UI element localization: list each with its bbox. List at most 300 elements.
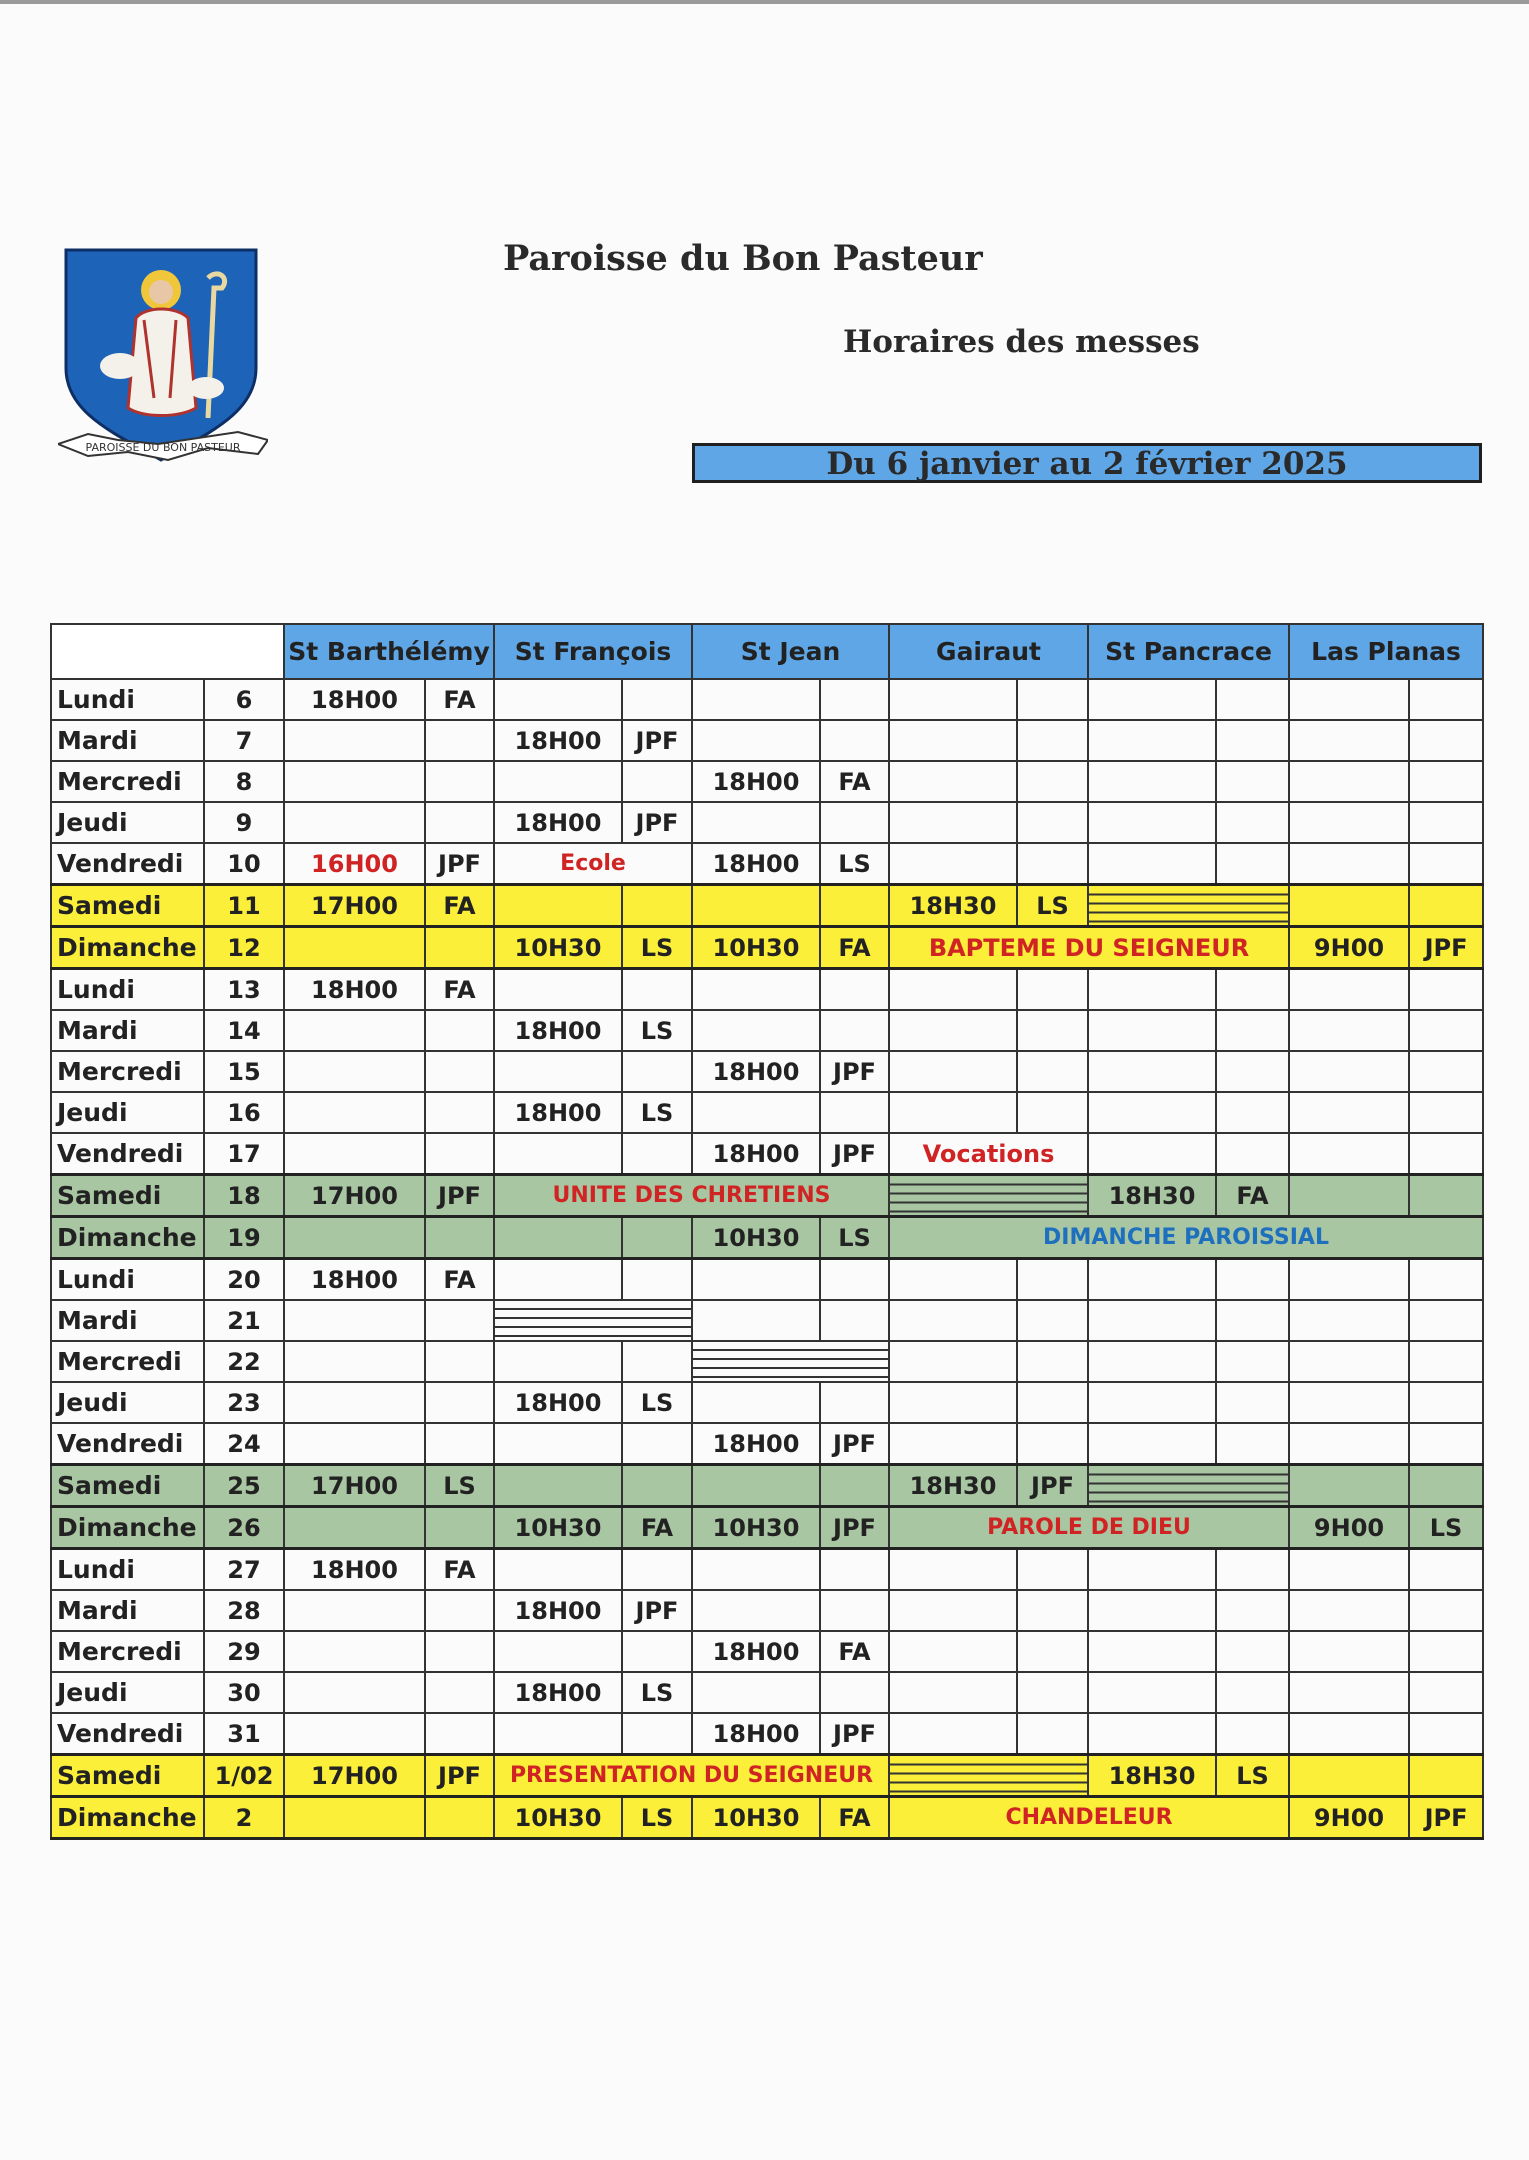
schedule-cell	[284, 1217, 425, 1259]
schedule-cell	[1017, 761, 1088, 802]
schedule-cell	[889, 1631, 1017, 1672]
schedule-cell: 18H00	[692, 1713, 820, 1755]
schedule-cell	[820, 885, 889, 927]
schedule-cell	[1216, 1713, 1289, 1755]
day-cell: Mardi	[51, 1010, 204, 1051]
event-cell: PRESENTATION DU SEIGNEUR	[494, 1755, 889, 1797]
schedule-cell	[425, 1507, 494, 1549]
table-row	[51, 1631, 1483, 1672]
date-cell: 28	[204, 1590, 284, 1631]
day-cell: Mardi	[51, 1300, 204, 1341]
schedule-cell: LS	[622, 1092, 692, 1133]
day-cell: Vendredi	[51, 1423, 204, 1465]
schedule-cell	[494, 885, 622, 927]
schedule-cell	[692, 802, 820, 843]
schedule-cell	[889, 1259, 1017, 1301]
schedule-cell	[1088, 1590, 1216, 1631]
schedule-cell	[425, 1341, 494, 1382]
schedule-cell	[1216, 1423, 1289, 1465]
schedule-cell: 18H00	[692, 761, 820, 802]
schedule-cell	[1409, 1631, 1483, 1672]
schedule-cell	[1289, 802, 1409, 843]
date-cell: 22	[204, 1341, 284, 1382]
schedule-cell	[494, 1631, 622, 1672]
schedule-cell	[1017, 1423, 1088, 1465]
no-mass-hatched-cell	[1088, 1465, 1289, 1507]
parish-coat-of-arms-logo	[58, 248, 268, 466]
schedule-cell: 18H30	[1088, 1755, 1216, 1797]
schedule-cell	[1289, 885, 1409, 927]
schedule-cell	[1088, 1051, 1216, 1092]
schedule-cell	[692, 1300, 820, 1341]
schedule-cell	[1216, 1382, 1289, 1423]
schedule-cell	[1017, 1259, 1088, 1301]
schedule-cell: FA	[820, 1631, 889, 1672]
table-row	[51, 1672, 1483, 1713]
schedule-cell	[622, 1133, 692, 1175]
schedule-cell	[1216, 1631, 1289, 1672]
schedule-cell	[494, 761, 622, 802]
schedule-cell	[622, 1713, 692, 1755]
schedule-cell: JPF	[820, 1133, 889, 1175]
schedule-cell: 18H00	[692, 843, 820, 885]
date-cell: 19	[204, 1217, 284, 1259]
schedule-cell: 10H30	[692, 927, 820, 969]
table-row	[51, 1382, 1483, 1423]
table-row	[51, 1507, 1483, 1549]
schedule-cell	[622, 1341, 692, 1382]
day-cell: Lundi	[51, 969, 204, 1011]
event-cell: PAROLE DE DIEU	[889, 1507, 1289, 1549]
schedule-cell	[1216, 1259, 1289, 1301]
schedule-cell	[1088, 1713, 1216, 1755]
schedule-cell	[820, 720, 889, 761]
schedule-cell	[1289, 1549, 1409, 1591]
schedule-cell	[692, 1259, 820, 1301]
schedule-cell	[1409, 1423, 1483, 1465]
column-header: Gairaut	[889, 624, 1088, 679]
schedule-cell: JPF	[425, 1755, 494, 1797]
column-header: St François	[494, 624, 692, 679]
schedule-cell	[284, 1382, 425, 1423]
schedule-cell	[1017, 802, 1088, 843]
schedule-cell: 10H30	[494, 1797, 622, 1839]
schedule-cell	[820, 1590, 889, 1631]
schedule-cell: LS	[622, 1382, 692, 1423]
schedule-cell	[820, 969, 889, 1011]
day-cell: Jeudi	[51, 1092, 204, 1133]
schedule-cell	[1017, 1341, 1088, 1382]
schedule-cell	[425, 1382, 494, 1423]
date-cell: 6	[204, 679, 284, 720]
date-cell: 23	[204, 1382, 284, 1423]
schedule-cell	[284, 1797, 425, 1839]
schedule-cell	[889, 969, 1017, 1011]
schedule-cell	[494, 1217, 622, 1259]
table-row	[51, 1217, 1483, 1259]
schedule-cell	[425, 1590, 494, 1631]
schedule-cell: FA	[1216, 1175, 1289, 1217]
schedule-cell	[1409, 1175, 1483, 1217]
schedule-cell	[692, 720, 820, 761]
schedule-cell	[1289, 1300, 1409, 1341]
schedule-cell	[425, 1423, 494, 1465]
schedule-cell: 10H30	[494, 1507, 622, 1549]
no-mass-hatched-cell	[889, 1755, 1088, 1797]
day-cell: Mercredi	[51, 1051, 204, 1092]
schedule-cell	[1409, 1713, 1483, 1755]
scan-top-edge	[0, 0, 1529, 4]
schedule-cell	[622, 761, 692, 802]
schedule-cell: LS	[622, 1010, 692, 1051]
schedule-cell	[494, 969, 622, 1011]
schedule-cell	[1409, 679, 1483, 720]
schedule-cell	[1017, 1092, 1088, 1133]
schedule-cell: LS	[820, 1217, 889, 1259]
day-cell: Jeudi	[51, 802, 204, 843]
day-cell: Lundi	[51, 1549, 204, 1591]
date-cell: 9	[204, 802, 284, 843]
schedule-cell: 9H00	[1289, 1797, 1409, 1839]
schedule-cell: JPF	[1017, 1465, 1088, 1507]
schedule-cell	[622, 1217, 692, 1259]
table-header-row	[51, 624, 1483, 679]
date-cell: 16	[204, 1092, 284, 1133]
schedule-cell	[1289, 1423, 1409, 1465]
schedule-cell	[1289, 1175, 1409, 1217]
schedule-cell	[692, 1092, 820, 1133]
schedule-cell	[1409, 1755, 1483, 1797]
table-row	[51, 1300, 1483, 1341]
schedule-cell: FA	[425, 1259, 494, 1301]
schedule-cell: 18H00	[692, 1631, 820, 1672]
logo-banner-text: PAROISSE DU BON PASTEUR	[85, 441, 241, 454]
schedule-cell	[1289, 1092, 1409, 1133]
page-title: Paroisse du Bon Pasteur	[503, 238, 983, 279]
table-row	[51, 1259, 1483, 1301]
schedule-cell	[1216, 843, 1289, 885]
schedule-cell	[284, 1092, 425, 1133]
schedule-cell	[692, 1010, 820, 1051]
schedule-cell	[1289, 1382, 1409, 1423]
schedule-cell	[494, 1051, 622, 1092]
schedule-cell	[284, 1631, 425, 1672]
schedule-cell: FA	[820, 761, 889, 802]
schedule-cell	[820, 1010, 889, 1051]
table-row	[51, 1092, 1483, 1133]
schedule-cell	[889, 843, 1017, 885]
schedule-cell	[1088, 1259, 1216, 1301]
date-cell: 18	[204, 1175, 284, 1217]
day-cell: Samedi	[51, 1175, 204, 1217]
schedule-cell	[284, 1341, 425, 1382]
schedule-cell: LS	[820, 843, 889, 885]
schedule-cell	[820, 1092, 889, 1133]
schedule-cell: FA	[425, 679, 494, 720]
schedule-cell	[889, 1382, 1017, 1423]
schedule-cell: 18H00	[494, 802, 622, 843]
date-cell: 10	[204, 843, 284, 885]
schedule-cell	[820, 1549, 889, 1591]
schedule-cell	[1289, 679, 1409, 720]
schedule-cell	[1409, 1133, 1483, 1175]
schedule-cell	[622, 1423, 692, 1465]
schedule-cell	[425, 1217, 494, 1259]
day-cell: Mercredi	[51, 761, 204, 802]
date-cell: 24	[204, 1423, 284, 1465]
table-row	[51, 679, 1483, 720]
day-cell: Vendredi	[51, 843, 204, 885]
schedule-cell	[820, 1300, 889, 1341]
schedule-cell	[1088, 720, 1216, 761]
schedule-cell	[889, 1549, 1017, 1591]
period-banner: Du 6 janvier au 2 février 2025	[692, 443, 1482, 483]
schedule-cell	[425, 1051, 494, 1092]
schedule-cell: LS	[1216, 1755, 1289, 1797]
schedule-cell: 17H00	[284, 885, 425, 927]
schedule-cell: 18H30	[889, 885, 1017, 927]
schedule-cell: JPF	[820, 1423, 889, 1465]
schedule-cell	[284, 1300, 425, 1341]
schedule-cell: 18H00	[494, 1672, 622, 1713]
schedule-cell	[425, 1631, 494, 1672]
day-cell: Dimanche	[51, 927, 204, 969]
date-cell: 29	[204, 1631, 284, 1672]
schedule-cell	[1216, 1590, 1289, 1631]
table-row	[51, 927, 1483, 969]
schedule-cell	[1088, 1341, 1216, 1382]
date-cell: 12	[204, 927, 284, 969]
schedule-cell: LS	[622, 927, 692, 969]
schedule-cell	[425, 1133, 494, 1175]
schedule-cell	[1017, 1713, 1088, 1755]
no-mass-hatched-cell	[692, 1341, 889, 1382]
schedule-cell: FA	[425, 1549, 494, 1591]
schedule-cell	[494, 679, 622, 720]
schedule-cell	[889, 1423, 1017, 1465]
schedule-cell	[622, 1631, 692, 1672]
schedule-cell	[284, 1507, 425, 1549]
schedule-cell	[889, 1051, 1017, 1092]
schedule-cell: 18H00	[284, 969, 425, 1011]
schedule-cell	[1017, 1382, 1088, 1423]
schedule-cell: 18H00	[284, 679, 425, 720]
schedule-cell	[1409, 1259, 1483, 1301]
schedule-cell	[1289, 1341, 1409, 1382]
schedule-cell: 18H00	[692, 1423, 820, 1465]
schedule-cell: LS	[1409, 1507, 1483, 1549]
schedule-cell	[494, 1133, 622, 1175]
schedule-cell	[425, 720, 494, 761]
column-header: Las Planas	[1289, 624, 1483, 679]
schedule-cell	[1289, 1590, 1409, 1631]
schedule-cell	[284, 1713, 425, 1755]
schedule-cell	[425, 761, 494, 802]
schedule-cell	[692, 1549, 820, 1591]
no-mass-hatched-cell	[889, 1175, 1088, 1217]
schedule-cell: 17H00	[284, 1175, 425, 1217]
schedule-cell: FA	[425, 969, 494, 1011]
schedule-cell: 10H30	[692, 1217, 820, 1259]
schedule-cell	[1017, 1590, 1088, 1631]
schedule-cell	[692, 1590, 820, 1631]
schedule-cell	[1088, 1672, 1216, 1713]
date-cell: 26	[204, 1507, 284, 1549]
schedule-cell	[425, 1797, 494, 1839]
day-cell: Dimanche	[51, 1797, 204, 1839]
schedule-cell	[1017, 1631, 1088, 1672]
schedule-cell	[494, 1259, 622, 1301]
day-cell: Mardi	[51, 1590, 204, 1631]
schedule-cell	[820, 802, 889, 843]
schedule-cell	[1289, 1713, 1409, 1755]
header-blank-cell	[51, 624, 284, 679]
schedule-cell	[692, 885, 820, 927]
schedule-cell	[1409, 1672, 1483, 1713]
schedule-cell	[1289, 1631, 1409, 1672]
table-row	[51, 843, 1483, 885]
schedule-cell	[1409, 885, 1483, 927]
table-row	[51, 1713, 1483, 1755]
schedule-cell	[1289, 720, 1409, 761]
schedule-cell	[889, 720, 1017, 761]
schedule-cell	[494, 1465, 622, 1507]
schedule-cell	[1017, 679, 1088, 720]
schedule-cell: 18H00	[692, 1133, 820, 1175]
date-cell: 31	[204, 1713, 284, 1755]
day-cell: Lundi	[51, 679, 204, 720]
event-cell: BAPTEME DU SEIGNEUR	[889, 927, 1289, 969]
day-cell: Samedi	[51, 885, 204, 927]
schedule-cell	[1409, 1382, 1483, 1423]
schedule-cell	[425, 1010, 494, 1051]
schedule-cell	[494, 1341, 622, 1382]
schedule-cell: FA	[622, 1507, 692, 1549]
schedule-cell	[889, 802, 1017, 843]
schedule-cell	[494, 1713, 622, 1755]
event-cell: Ecole	[494, 843, 692, 885]
page-subtitle: Horaires des messes	[843, 324, 1200, 360]
schedule-cell	[820, 1259, 889, 1301]
schedule-cell	[889, 1713, 1017, 1755]
day-cell: Mardi	[51, 720, 204, 761]
schedule-cell	[889, 1672, 1017, 1713]
date-cell: 1/02	[204, 1755, 284, 1797]
schedule-cell: 9H00	[1289, 1507, 1409, 1549]
date-cell: 14	[204, 1010, 284, 1051]
schedule-cell	[1088, 679, 1216, 720]
no-mass-hatched-cell	[1088, 885, 1289, 927]
schedule-cell	[1216, 969, 1289, 1011]
schedule-cell	[1088, 761, 1216, 802]
schedule-cell	[1409, 1300, 1483, 1341]
day-cell: Jeudi	[51, 1382, 204, 1423]
schedule-cell	[1289, 1465, 1409, 1507]
schedule-cell	[1409, 969, 1483, 1011]
schedule-cell: JPF	[820, 1507, 889, 1549]
schedule-cell	[1216, 1051, 1289, 1092]
day-cell: Jeudi	[51, 1672, 204, 1713]
table-row	[51, 761, 1483, 802]
schedule-cell	[1017, 1010, 1088, 1051]
schedule-cell	[889, 1300, 1017, 1341]
schedule-cell	[1017, 1051, 1088, 1092]
schedule-cell	[1017, 720, 1088, 761]
schedule-cell	[622, 1051, 692, 1092]
schedule-cell	[1088, 843, 1216, 885]
schedule-cell	[425, 927, 494, 969]
schedule-cell	[889, 1010, 1017, 1051]
day-cell: Lundi	[51, 1259, 204, 1301]
schedule-cell	[1289, 1051, 1409, 1092]
date-cell: 17	[204, 1133, 284, 1175]
schedule-cell	[284, 1590, 425, 1631]
event-cell: UNITE DES CHRETIENS	[494, 1175, 889, 1217]
schedule-cell	[284, 1133, 425, 1175]
schedule-cell	[1409, 1549, 1483, 1591]
table-row	[51, 1423, 1483, 1465]
schedule-cell	[284, 720, 425, 761]
schedule-cell	[284, 1051, 425, 1092]
schedule-cell	[1289, 1010, 1409, 1051]
schedule-cell: LS	[622, 1672, 692, 1713]
schedule-cell	[1409, 761, 1483, 802]
schedule-cell	[1216, 720, 1289, 761]
schedule-cell	[1409, 720, 1483, 761]
schedule-cell	[1216, 1549, 1289, 1591]
table-row	[51, 1051, 1483, 1092]
schedule-cell	[622, 1465, 692, 1507]
schedule-cell	[820, 679, 889, 720]
schedule-cell	[425, 1713, 494, 1755]
schedule-cell: 18H00	[494, 1010, 622, 1051]
schedule-cell: 18H00	[494, 1590, 622, 1631]
schedule-cell	[1088, 802, 1216, 843]
schedule-cell	[1409, 1051, 1483, 1092]
day-cell: Mercredi	[51, 1341, 204, 1382]
schedule-cell	[1088, 1133, 1216, 1175]
date-cell: 27	[204, 1549, 284, 1591]
event-cell: CHANDELEUR	[889, 1797, 1289, 1839]
schedule-cell	[1409, 802, 1483, 843]
date-cell: 20	[204, 1259, 284, 1301]
event-cell: DIMANCHE PAROISSIAL	[889, 1217, 1483, 1259]
schedule-cell	[494, 1423, 622, 1465]
table-row	[51, 1010, 1483, 1051]
schedule-cell	[622, 679, 692, 720]
day-cell: Vendredi	[51, 1713, 204, 1755]
schedule-cell	[622, 1259, 692, 1301]
schedule-cell	[1216, 1341, 1289, 1382]
schedule-cell: 18H00	[494, 720, 622, 761]
schedule-cell	[1216, 679, 1289, 720]
schedule-cell	[425, 1672, 494, 1713]
schedule-cell	[1409, 1590, 1483, 1631]
column-header: St Barthélémy	[284, 624, 494, 679]
schedule-cell: JPF	[425, 843, 494, 885]
day-cell: Dimanche	[51, 1507, 204, 1549]
schedule-cell	[425, 1092, 494, 1133]
schedule-cell: 18H00	[494, 1092, 622, 1133]
schedule-cell: 17H00	[284, 1465, 425, 1507]
table-row	[51, 1465, 1483, 1507]
schedule-cell: 18H00	[284, 1259, 425, 1301]
schedule-cell	[1216, 1133, 1289, 1175]
schedule-cell	[1017, 1672, 1088, 1713]
schedule-cell	[1289, 1755, 1409, 1797]
schedule-cell	[889, 1590, 1017, 1631]
schedule-cell	[1088, 969, 1216, 1011]
